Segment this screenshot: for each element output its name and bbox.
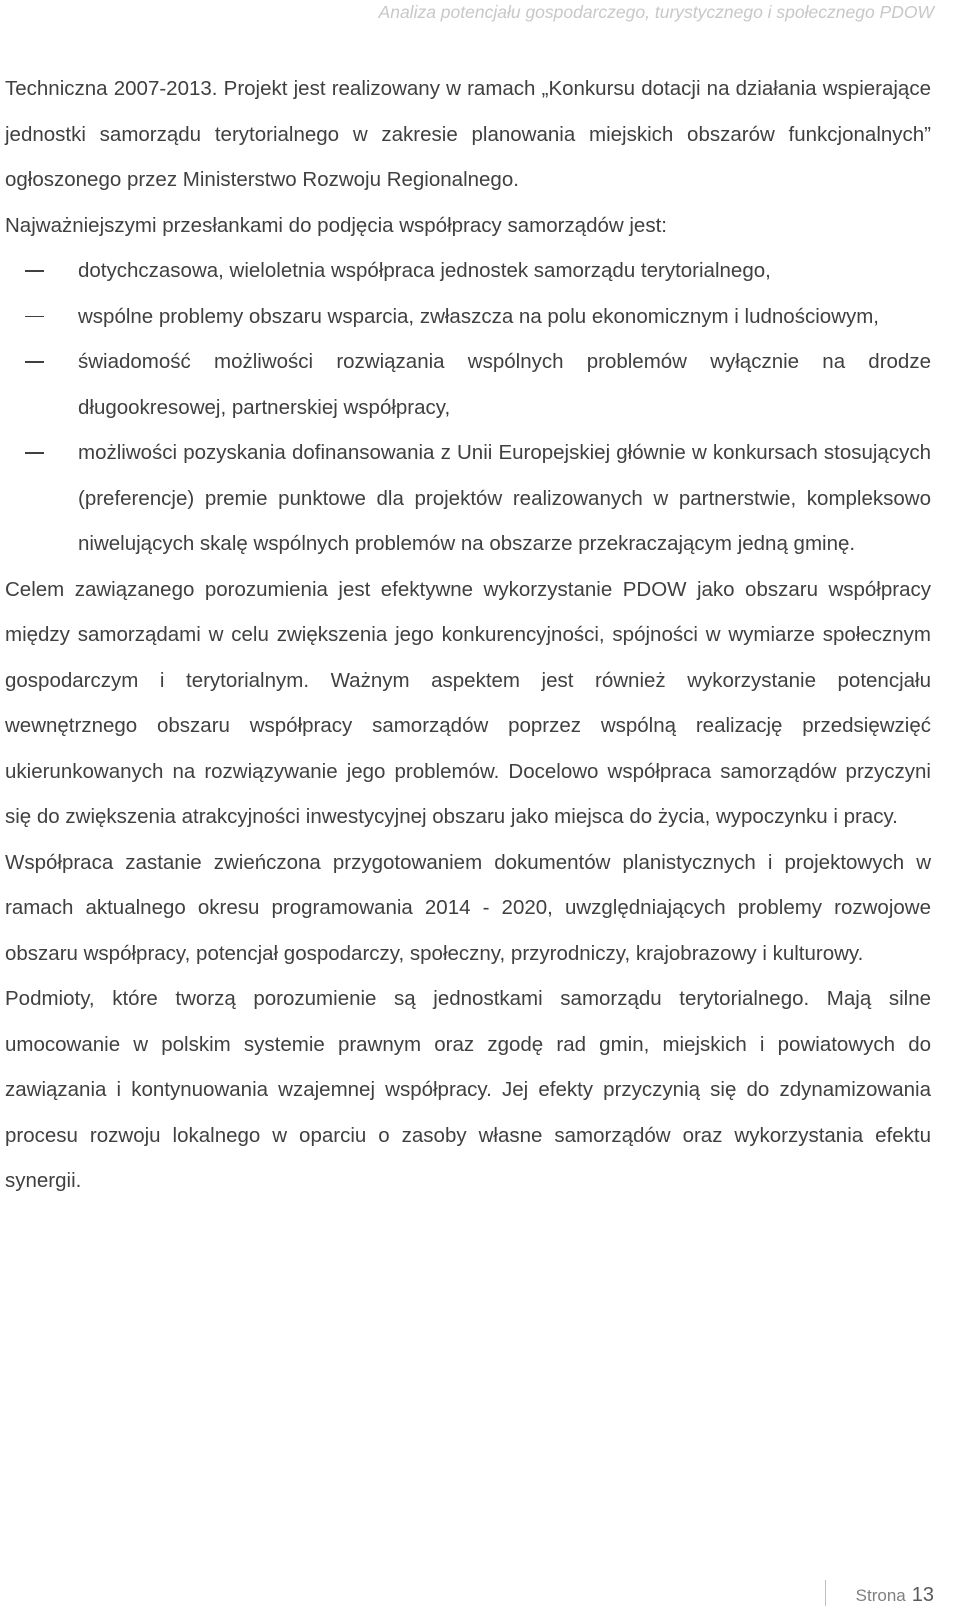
premises-list — [5, 248, 931, 567]
lead-in-paragraph: Najważniejszymi przesłankami do podjęcia współpracy samorządów jest: — [5, 213, 667, 237]
page-label: Strona — [855, 1586, 906, 1605]
list-item-text: dotychczasowa, wieloletnia współpraca jednostek samorządu terytorialnego, — [78, 259, 771, 282]
list-item-text: wspólne problemy obszaru wsparcia, zwłaszcza na polu ekonomicznym i ludnościowym, — [78, 304, 879, 328]
page-footer — [856, 1580, 934, 1606]
footer-divider — [825, 1580, 826, 1606]
intro-paragraph: Techniczna 2007-2013. Projekt jest realizowany w ramach „Konkursu dotacji na działania wspierające jednostki samorządu terytorialnego w zakresie planowania miejskich obszarów funkcjonalnych” ogłoszonego przez Ministerstwo Rozwoju Regionalnego. — [5, 77, 931, 191]
list-item-text: świadomość możliwości rozwiązania wspólnych problemów wyłącznie na drodze długookresowej, partnerskiej współpracy, — [78, 350, 931, 419]
entities-paragraph: Podmioty, które tworzą porozumienie są jednostkami samorządu terytorialnego. Mają silne umocowanie w polskim systemie prawnym oraz zgodę rad gmin, miejskich i powiatowych do zawiązania i kontynuowania wzajemnej współpracy. Jej efekty przyczynią się do zdynamizowania procesu rozwoju lokalnego w oparciu o zasoby własne samorządów oraz wykorzystania efektu synergii. — [5, 987, 931, 1192]
dash-bullet-icon — [25, 361, 44, 363]
goal-paragraph: Celem zawiązanego porozumienia jest efektywne wykorzystanie PDOW jako obszaru współpracy między samorządami w celu zwiększenia jego konkurencyjności, spójności w wymiarze społecznym gospodarczym i terytorialnym. Ważnym aspektem jest również wykorzystanie potencjału wewnętrznego obszaru współpracy samorządów poprzez wspólną realizację przedsięwzięć ukierunkowanych na rozwiązywanie jego problemów. Docelowo współpraca samorządów przyczyni się do zwiększenia atrakcyjności inwestycyjnej obszaru jako miejsca do życia, wypoczynku i pracy. — [5, 577, 931, 828]
page-number: 13 — [911, 1584, 934, 1606]
dash-bullet-icon — [25, 270, 44, 272]
list-item-text: możliwości pozyskania dofinansowania z Unii Europejskiej głównie w konkursach stosujących (preferencje) premie punktowe dla projektów realizowanych w partnerstwie, kompleksowo niwelujących skalę wspólnych problemów na obszarze przekraczającym jedną gminę. — [78, 441, 931, 555]
outcome-paragraph: Współpraca zastanie zwieńczona przygotowaniem dokumentów planistycznych i projektowych w ramach aktualnego okresu programowania 2014 - 2020, uwzględniających problemy rozwojowe obszaru współpracy, potencjał gospodarczy, społeczny, przyrodniczy, krajobrazowy i kulturowy. — [5, 850, 931, 965]
list-item — [5, 430, 931, 567]
running-header: Analiza potencjału gospodarczego, turystycznego i społecznego PDOW — [378, 2, 934, 22]
list-item — [5, 248, 931, 294]
document-body — [5, 66, 931, 1204]
list-item — [5, 294, 931, 340]
dash-bullet-icon — [25, 316, 44, 318]
dash-bullet-icon — [25, 452, 44, 454]
list-item — [5, 339, 931, 430]
